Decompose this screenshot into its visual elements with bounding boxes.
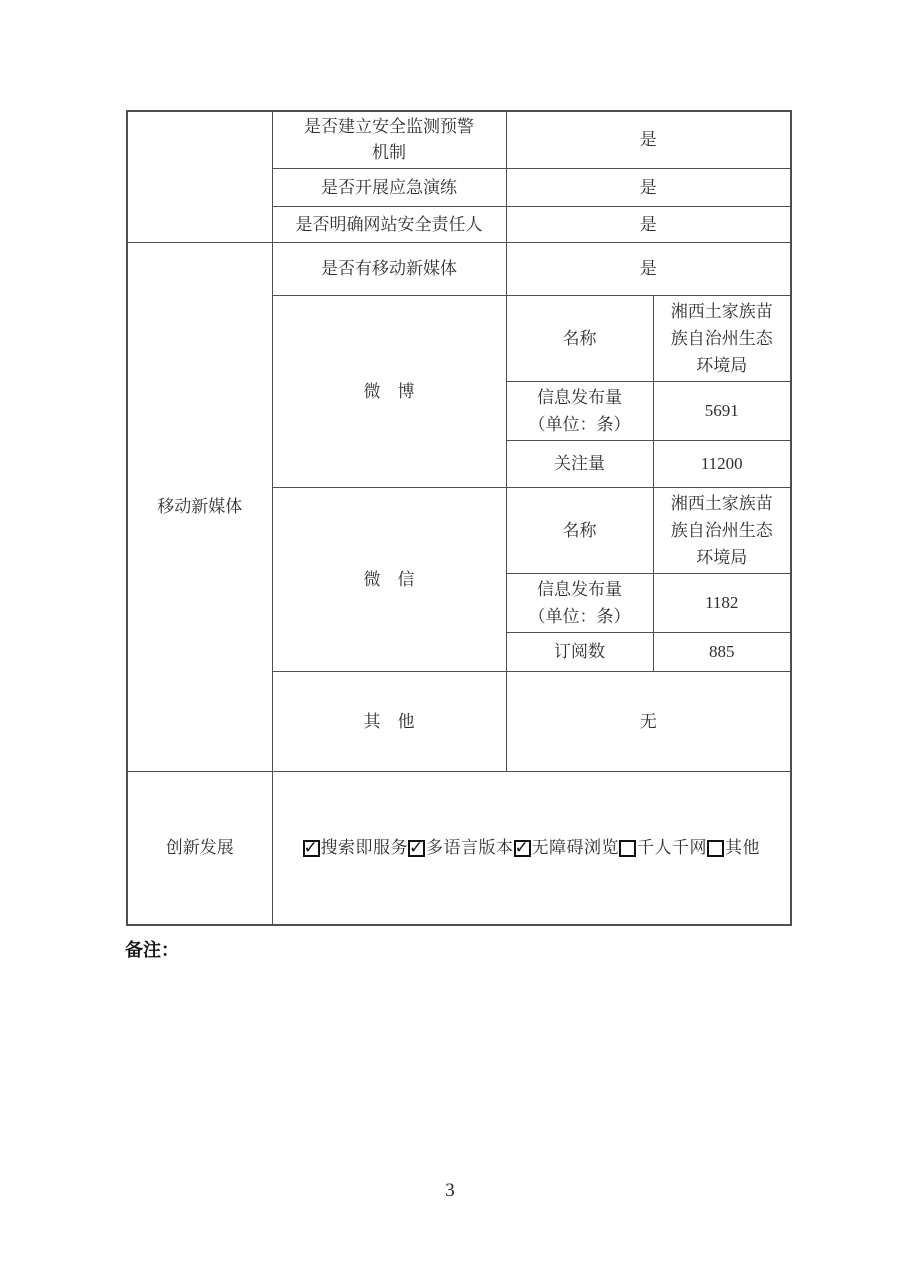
question-cell: 是否开展应急演练 (272, 169, 506, 207)
checkbox-label: 多语言版本 (426, 838, 514, 858)
question-cell: 是否有移动新媒体 (272, 243, 506, 296)
group-label-cell-innovation: 创新发展 (127, 772, 272, 925)
checkbox-icon (619, 840, 636, 857)
other-label-cell: 其 他 (272, 672, 506, 772)
field-value-cell: 1182 (653, 574, 791, 633)
checkbox-item (707, 835, 760, 861)
checkbox-label: 无障碍浏览 (531, 838, 619, 858)
question-text: 是否建立安全监测预警机制 (304, 117, 474, 162)
page-number: 3 (445, 1180, 455, 1201)
field-value-cell (653, 488, 791, 574)
field-label-line1: 信息发布量 (537, 580, 622, 599)
answer-cell: 是 (506, 207, 791, 243)
field-value-cell: 11200 (653, 441, 791, 488)
checkbox-item (619, 835, 707, 861)
field-label-cell (506, 574, 653, 633)
other-value-cell: 无 (506, 672, 791, 772)
checkbox-line (303, 837, 761, 856)
field-label-cell: 名称 (506, 488, 653, 574)
question-cell (272, 111, 506, 169)
field-value-cell: 885 (653, 633, 791, 672)
checkbox-icon (408, 840, 425, 857)
field-value-cell: 5691 (653, 382, 791, 441)
checkbox-item (408, 835, 514, 861)
group-label-cell-mobile-media: 移动新媒体 (127, 243, 272, 772)
checkbox-icon (303, 840, 320, 857)
field-label-line2: （单位：条） (528, 607, 631, 626)
checkbox-icon (514, 840, 531, 857)
wechat-label-cell: 微 信 (272, 488, 506, 672)
question-cell: 是否明确网站安全责任人 (272, 207, 506, 243)
checkbox-label: 千人千网 (637, 838, 707, 858)
table-row (127, 772, 791, 925)
answer-cell: 是 (506, 243, 791, 296)
annual-report-table (126, 110, 792, 926)
org-name-text: 湘西土家族苗族自治州生态环境局 (670, 494, 773, 567)
field-label-line2: （单位：条） (528, 415, 631, 434)
field-label-line1: 信息发布量 (537, 388, 622, 407)
notes-label: 备注： (125, 940, 179, 960)
innovation-options-cell (272, 772, 791, 925)
field-value-cell (653, 296, 791, 382)
checkbox-item (303, 835, 409, 861)
checkbox-item (514, 835, 620, 861)
checkbox-label: 搜索即服务 (320, 838, 408, 858)
checkbox-icon (707, 840, 724, 857)
group-label-cell-empty (127, 111, 272, 243)
field-label-cell: 关注量 (506, 441, 653, 488)
field-label-cell: 名称 (506, 296, 653, 382)
answer-cell: 是 (506, 111, 791, 169)
field-label-cell (506, 382, 653, 441)
table-row (127, 243, 791, 296)
weibo-label-cell: 微 博 (272, 296, 506, 488)
table-row (127, 111, 791, 169)
answer-cell: 是 (506, 169, 791, 207)
checkbox-label: 其他 (725, 838, 760, 858)
org-name-text: 湘西土家族苗族自治州生态环境局 (670, 302, 773, 375)
field-label-cell: 订阅数 (506, 633, 653, 672)
